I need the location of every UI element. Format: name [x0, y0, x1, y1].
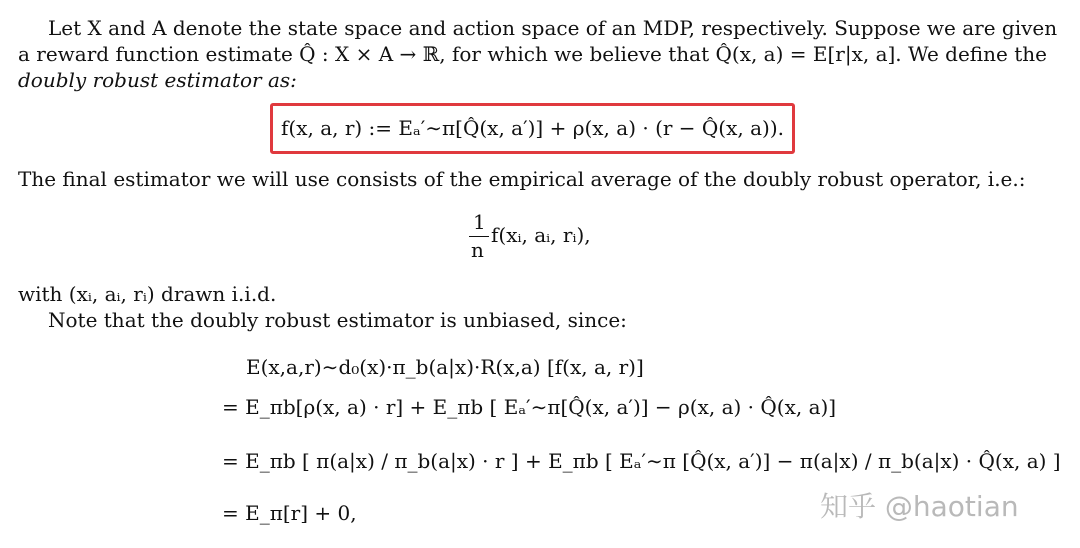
derivation-line-3: = E_πb [ π(a|x) / π_b(a|x) · r ] + E_πb [ Eₐ′∼π [Q̂(x, a′)] − π(a|x) / π_b(a|x) · Q̂(x, a) ] [222, 449, 1061, 473]
unbiased-note: Note that the doubly robust estimator is unbiased, since: [48, 308, 627, 332]
derivation-line-4: = E_π[r] + 0, [222, 501, 357, 525]
highlighted-equation-box [270, 103, 795, 154]
paragraph-line-2: a reward function estimate Q̂ : X × A → ℝ, for which we believe that Q̂(x, a) = E[r|x, a]. We define the [18, 42, 1047, 66]
final-estimator-sentence: The final estimator we will use consists of the empirical average of the doubly robust operator, i.e.: [18, 167, 1026, 191]
fraction-numerator: 1 [473, 210, 486, 234]
average-formula [0, 210, 1080, 262]
average-formula-body: f(xᵢ, aᵢ, rᵢ), [491, 223, 591, 247]
fraction-denominator: n [471, 238, 484, 262]
zhihu-watermark: 知乎 @haotian [820, 490, 1019, 523]
paragraph-line-1: Let X and A denote the state space and action space of an MDP, respectively. Suppose we are given [48, 16, 1058, 40]
derivation-line-2: = E_πb[ρ(x, a) · r] + E_πb [ Eₐ′∼π[Q̂(x, a′)] − ρ(x, a) · Q̂(x, a)] [222, 395, 837, 419]
doubly-robust-equation: f(x, a, r) := Eₐ′∼π[Q̂(x, a′)] + ρ(x, a) · (r − Q̂(x, a)). [281, 116, 784, 140]
paragraph-line-3: doubly robust estimator as: [18, 68, 297, 92]
fraction-bar [469, 236, 489, 237]
derivation-line-1: E(x,a,r)∼d₀(x)·π_b(a|x)·R(x,a) [f(x, a, r)] [246, 355, 644, 379]
iid-sentence: with (xᵢ, aᵢ, rᵢ) drawn i.i.d. [18, 282, 277, 306]
